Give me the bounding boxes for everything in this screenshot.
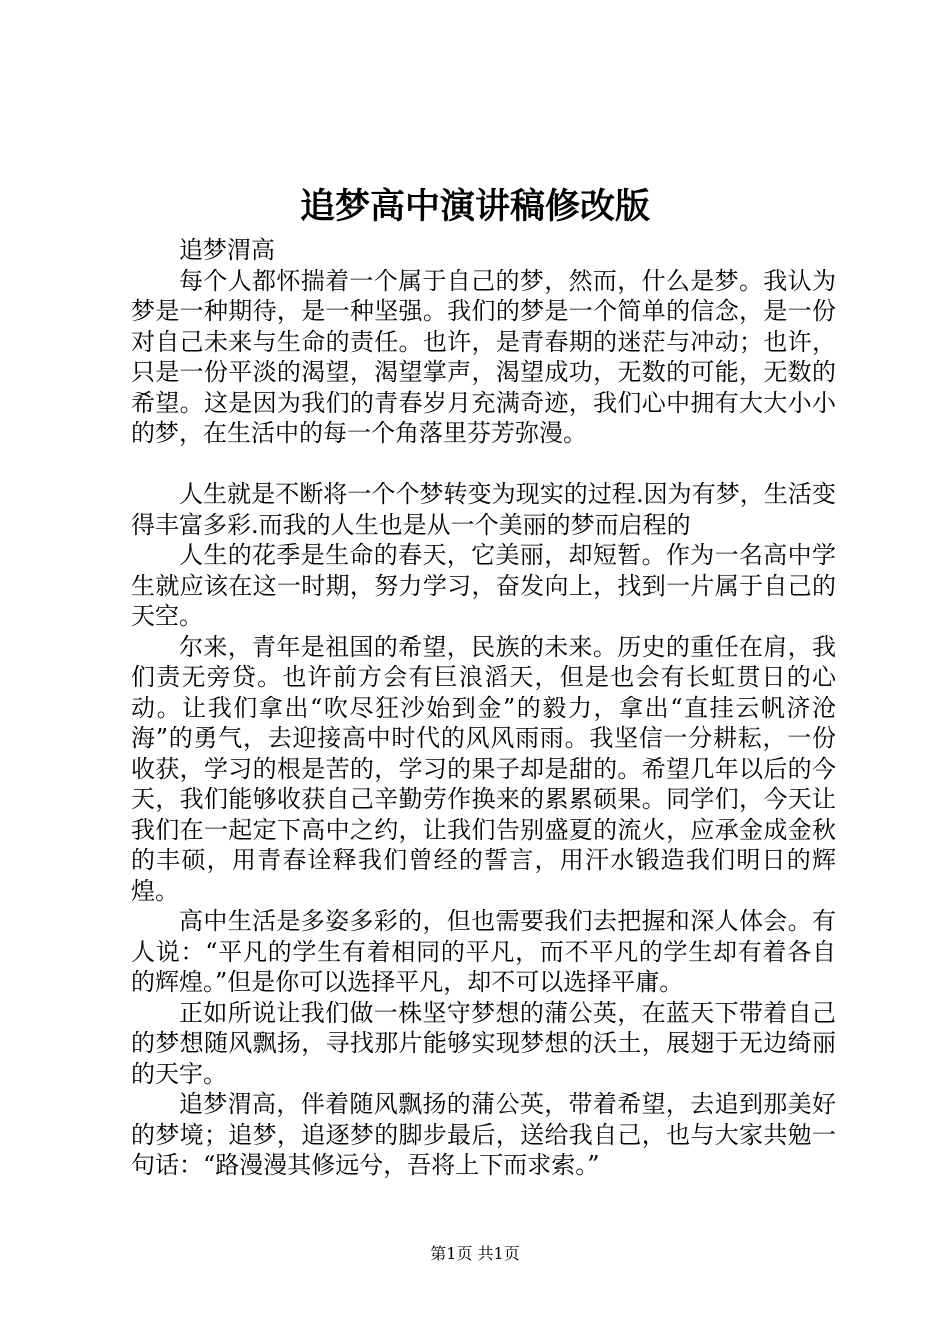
body-paragraph: 追梦渭高，伴着随风飘扬的蒲公英，带着希望，去追到那美好的梦境；追梦，追逐梦的脚步最后，送给我自己，也与大家共勉一句话：“路漫漫其修远兮，吾将上下而求索。”: [131, 1090, 836, 1179]
document-title: 追梦高中演讲稿修改版: [299, 186, 650, 227]
body-paragraph: 尔来，青年是祖国的希望，民族的未来。历史的重任在肩，我们责无旁贷。也许前方会有巨浪滔天，但是也会有长虹贯日的心动。让我们拿出“吹尽狂沙始到金”的毅力，拿出“直挂云帆济沧海”的勇气，去迎接高中时代的风风雨雨。我坚信一分耕耘，一份收获，学习的根是苦的，学习的果子却是甜的。希望几年以后的今天，我们能够收获自己辛勤劳作换来的累累硕果。同学们，今天让我们在一起定下高中之约，让我们告别盛夏的流火，应承金成金秋的丰硕，用青春诠释我们曾经的誓言，用汗水锻造我们明日的辉煌。: [131, 632, 836, 905]
body-paragraph: 人生的花季是生命的春天，它美丽，却短暂。作为一名高中学生就应该在这一时期，努力学习，奋发向上，找到一片属于自己的天空。: [131, 541, 836, 630]
speech-subtitle: 追梦渭高: [179, 236, 275, 264]
paragraph-spacer: [131, 449, 836, 480]
body-paragraph: 正如所说让我们做一株坚守梦想的蒲公英，在蓝天下带着自己的梦想随风飘扬，寻找那片能够实现梦想的沃土，展翅于无边绮丽的天宇。: [131, 998, 836, 1088]
page-footer: 第1页 共1页: [430, 1244, 520, 1263]
body-paragraph: 高中生活是多姿多彩的，但也需要我们去把握和深人体会。有人说：“平凡的学生有着相同的平凡，而不平凡的学生却有着各自的辉煌。”但是你可以选择平凡，却不可以选择平庸。: [131, 907, 836, 996]
body-paragraph: 人生就是不断将一个个梦转变为现实的过程.因为有梦，生活变得丰富多彩.而我的人生也是从一个美丽的梦而启程的: [131, 480, 836, 539]
body-paragraph: 每个人都怀揣着一个属于自己的梦，然而，什么是梦。我认为梦是一种期待，是一种坚强。我们的梦是一个简单的信念，是一份对自己未来与生命的责任。也许，是青春期的迷茫与冲动；也许，只是一份平淡的渴望，渴望掌声，渴望成功，无数的可能，无数的希望。这是因为我们的青春岁月充满奇迹，我们心中拥有大大小小的梦，在生活中的每一个角落里芬芳弥漫。: [131, 266, 836, 447]
document-body: [131, 235, 836, 1181]
